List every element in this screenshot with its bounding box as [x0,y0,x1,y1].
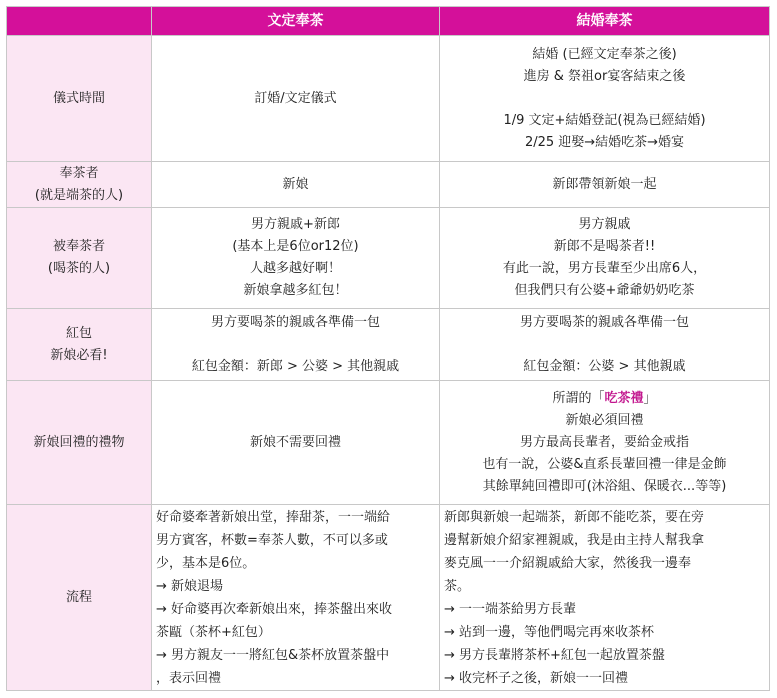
cell-line: → 男方長輩將茶杯+紅包一起放置茶盤 [444,647,665,663]
label-line: 紅包 [65,325,92,341]
cell-line: → 新娘退場 [156,578,224,594]
cell-line: 新娘拿越多紅包！ [243,283,348,298]
engagement-cell [152,381,440,505]
cell-line: 也有一說，公婆&直系長輩回禮一律是金飾 [482,456,727,472]
cell-line: 新娘必須回禮 [565,412,644,428]
cell-line: 結婚 (已經文定奉茶之後) [532,46,677,62]
row-label [7,381,152,505]
wedding-cell [440,381,770,505]
cell-line: 2/25 迎娶→結婚吃茶→婚宴 [524,134,685,150]
label-line: 被奉茶者 [52,239,105,254]
cell-line: → 收完杯子之後，新娘一一回禮 [444,670,629,686]
cell-line: → 站到一邊，等他們喝完再來收茶杯 [444,624,655,640]
cell-line: 紅包金額：公婆 > 其他親戚 [523,358,686,374]
header-wedding-tea: 結婚奉茶 [440,7,770,36]
row-red-envelope [7,309,770,381]
cell-line: 男方親戚 [578,217,631,232]
label-line: 流程 [65,589,92,605]
cell-line: 男方親戚+新郎 [251,217,340,232]
label-line: (就是端茶的人) [34,187,124,203]
label-line: (喝茶的人) [47,261,111,276]
label-line: 奉茶者 [59,165,99,181]
cell-line: 茶甌（茶杯+紅包） [156,624,271,640]
header-engagement-tea: 文定奉茶 [152,7,440,36]
cell-line: 但我們只有公婆+爺爺奶奶吃茶 [514,283,695,298]
cell-line: 茶。 [444,578,471,594]
row-label [7,309,152,381]
cell-line: 麥克風一一介紹親戚給大家，然後我一邊奉 [444,555,692,571]
engagement-cell [152,208,440,309]
cell-line [156,334,435,356]
cell-line: 男方最高長輩者，要給金戒指 [519,434,689,450]
cell-line-highlight [444,388,765,410]
wedding-cell [440,309,770,381]
row-label [7,36,152,162]
label-line: 新娘必看! [50,347,108,363]
wedding-cell [440,36,770,162]
row-label [7,208,152,309]
tea-ceremony-table-wrapper [6,6,769,691]
cell-line: 新郎不是喝茶者!! [553,239,656,254]
tea-ceremony-comparison-table [6,6,770,691]
cell-line: 少，基本是6位。 [156,555,256,571]
cell-line: 新娘不需要回禮 [249,434,341,450]
engagement-cell [152,309,440,381]
cell-line [444,88,765,110]
engagement-cell [152,36,440,162]
header-row [7,7,770,36]
label-line: 新娘回禮的禮物 [33,434,125,450]
cell-line: 進房 & 祭祖or宴客結束之後 [523,68,686,84]
engagement-cell [152,505,440,691]
cell-line: 男方要喝茶的親戚各準備一包 [210,314,380,330]
cell-line: 男方要喝茶的親戚各準備一包 [519,314,689,330]
cell-line: 人越多越好啊！ [249,261,341,276]
header-blank-cell [7,7,152,36]
cell-line: → 好命婆再次牽新娘出來，捧茶盤出來收 [156,601,393,617]
row-ceremony-time [7,36,770,162]
row-tea-server [7,162,770,208]
row-label [7,505,152,691]
row-tea-receiver [7,208,770,309]
wedding-cell [440,208,770,309]
cell-line: 1/9 文定+結婚登記(視為已經結婚) [503,112,706,128]
cell-line: → 一一端茶給男方長輩 [444,601,577,617]
wedding-cell [440,162,770,208]
row-process [7,505,770,691]
cell-line: 其餘單純回禮即可(沐浴組、保暖衣...等等) [482,478,727,494]
cell-line [444,334,765,356]
wedding-cell [440,505,770,691]
row-label [7,162,152,208]
cell-line: (基本上是6位or12位) [232,239,359,254]
cell-line: 好命婆牽著新娘出堂，捧甜茶，一一端給 [156,509,391,525]
cell-line: 新郎與新娘一起端茶，新郎不能吃茶，要在旁 [444,509,705,525]
cell-line: 訂婚/文定儀式 [254,90,337,106]
cell-line: 紅包金額：新郎 > 公婆 > 其他親戚 [191,358,400,374]
cell-line: 新郎帶領新娘一起 [552,176,657,192]
highlight-suffix: 」 [643,390,657,406]
highlight-prefix: 所謂的「 [552,390,605,406]
cell-line: 新娘 [282,176,309,192]
cell-line: ，表示回禮 [156,670,222,686]
tea-gift-highlight: 吃茶禮 [604,390,644,406]
engagement-cell [152,162,440,208]
cell-line: → 男方親友一一將紅包&茶杯放置茶盤中 [156,647,390,663]
cell-line: 邊幫新娘介紹家裡親戚，我是由主持人幫我拿 [444,532,705,548]
cell-line: 男方賓客，杯數=奉茶人數，不可以多或 [156,532,388,548]
cell-line: 有此一說，男方長輩至少出席6人， [502,261,707,276]
label-line: 儀式時間 [52,90,105,106]
row-return-gift [7,381,770,505]
